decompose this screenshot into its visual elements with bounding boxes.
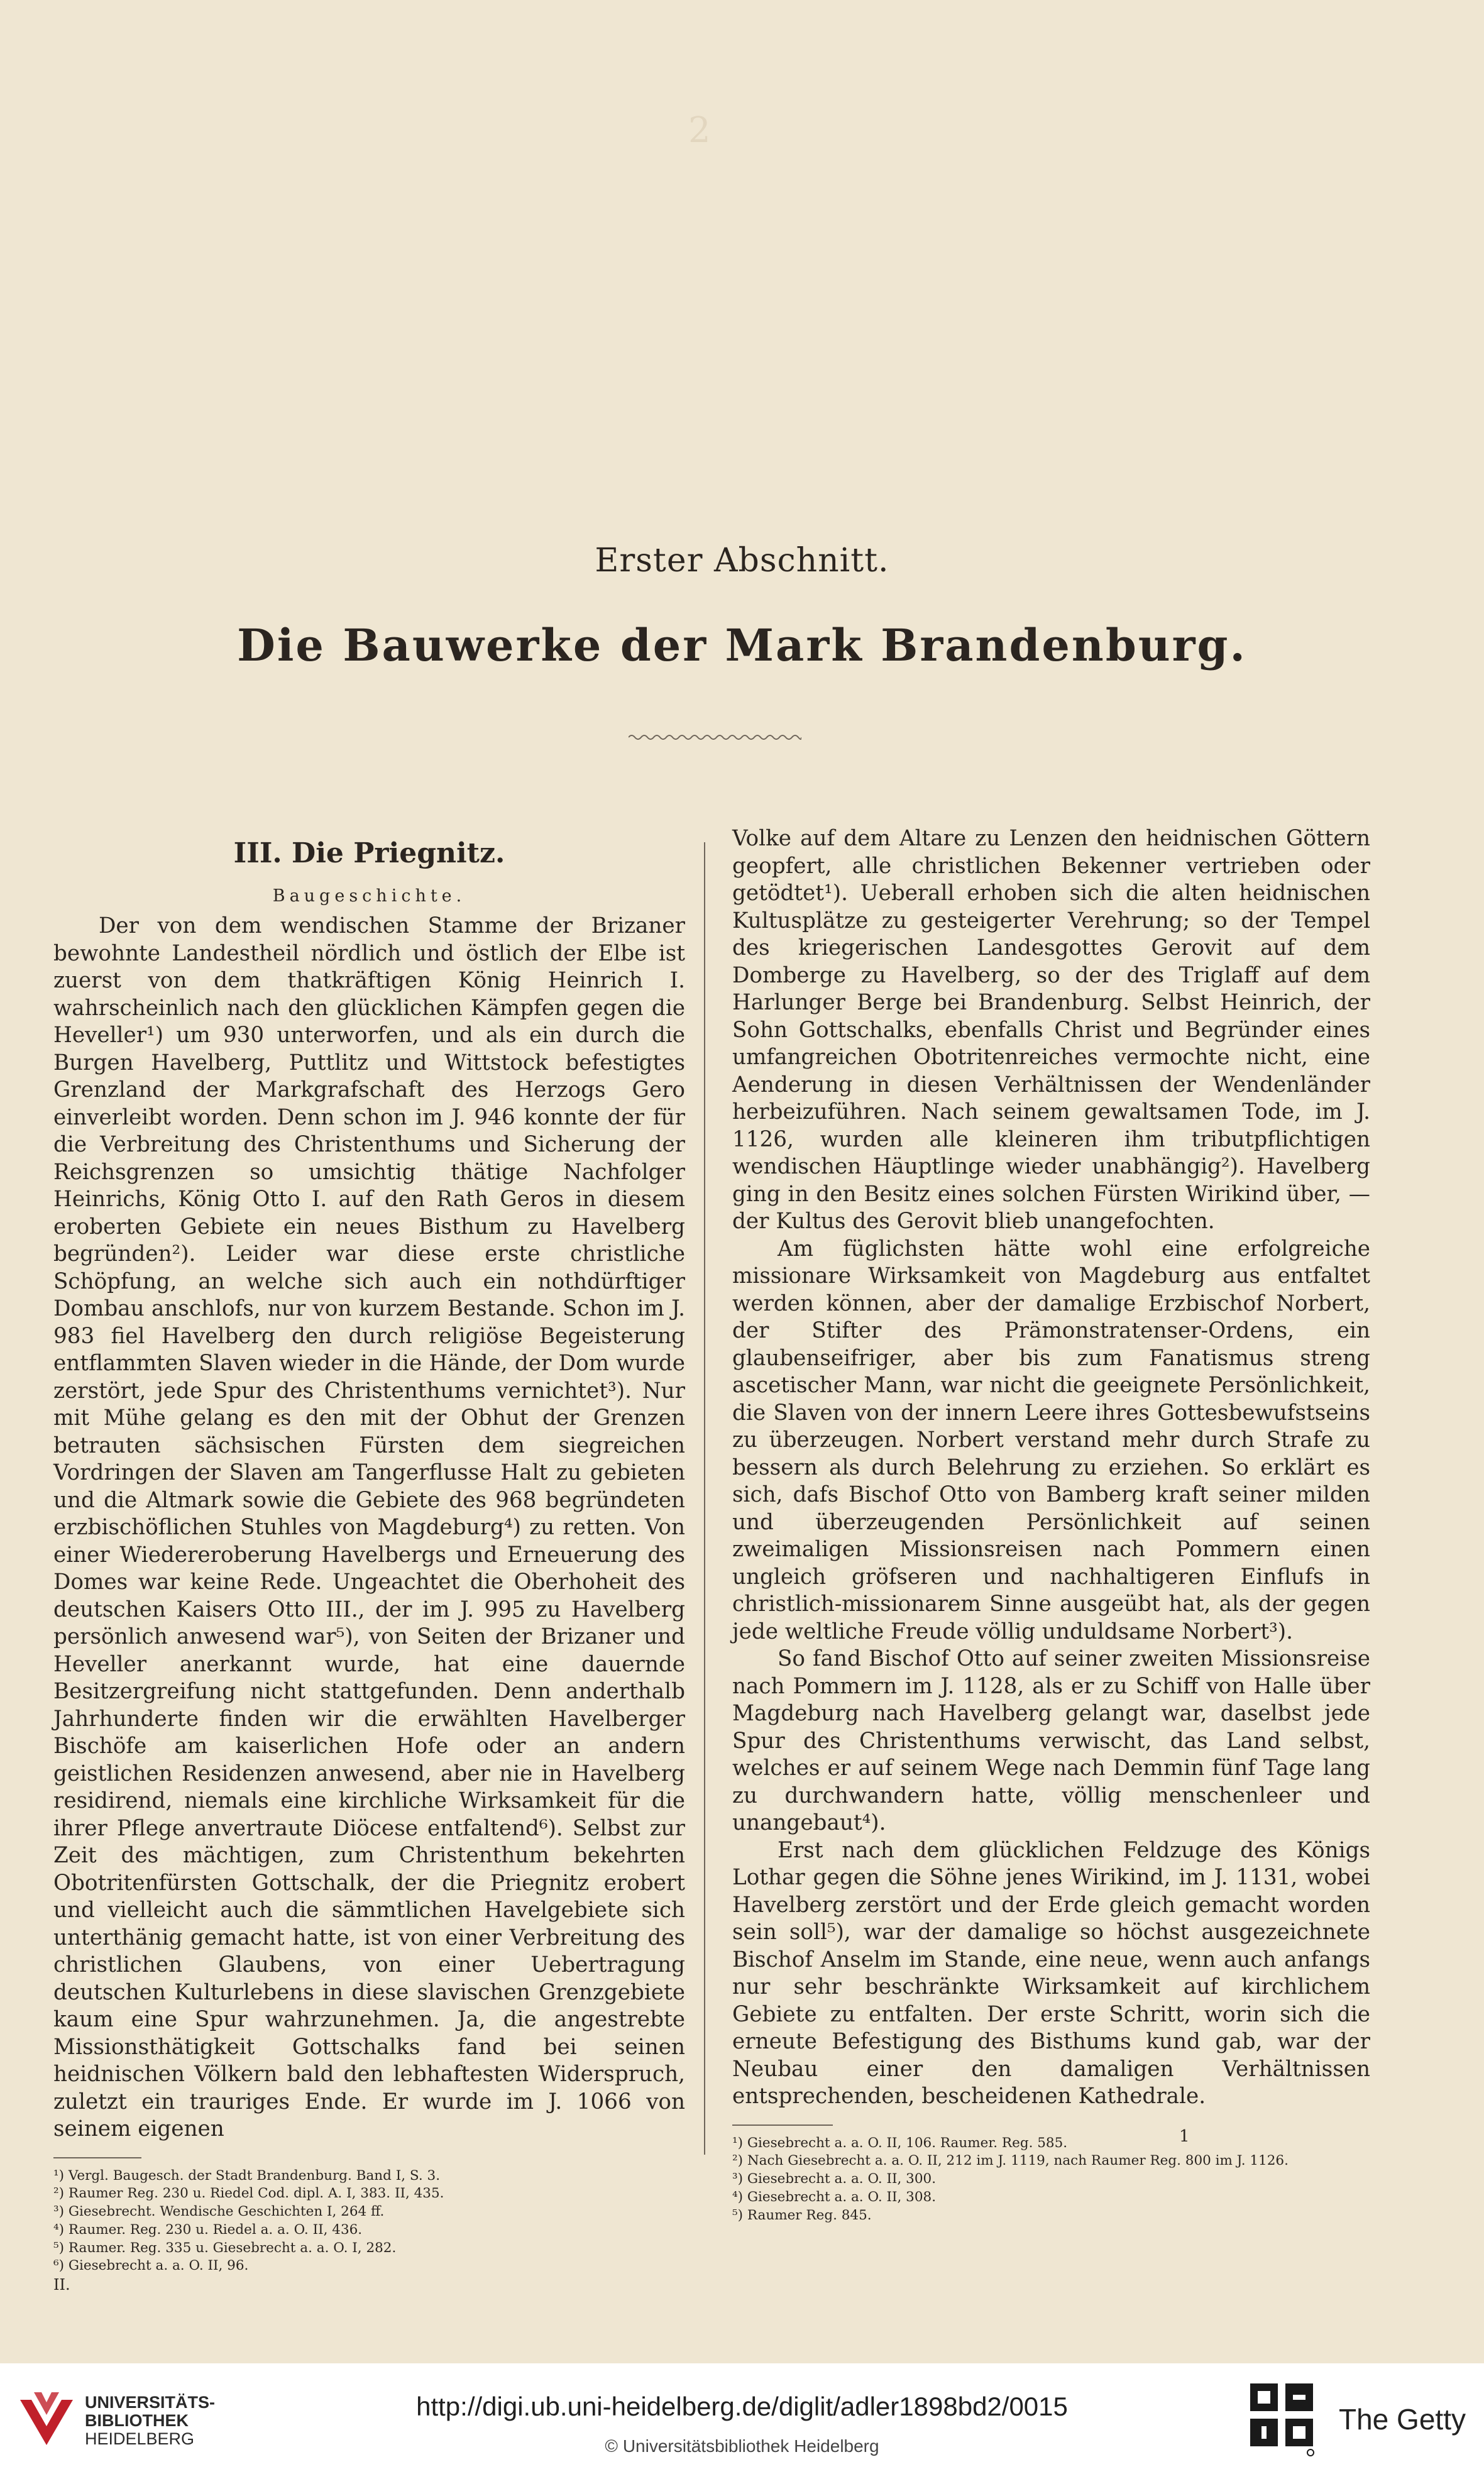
signature-mark: II. (53, 2276, 70, 2294)
right-paragraph: So fand Bischof Otto auf seiner zweiten Missionsreise nach Pommern im J. 1128, als er zu Schiff von Halle über Magdeburg nach Havelberg gelangt war, daselbst jede Spur des Christenthums verwischt, das Land selbst, welches er auf seinem Wege nach Demmin fünf Tage lang zu durchwandern hatte, völlig menschenleer und unangebaut⁴). (732, 1646, 1370, 1835)
library-line: HEIDELBERG (85, 2429, 195, 2448)
page-number: 1 (1179, 2127, 1190, 2146)
footnote: ⁴) Giesebrecht a. a. O. II, 308. (732, 2189, 937, 2205)
library-line: UNIVERSITÄTS- (85, 2393, 216, 2412)
chapter-title: III. Die Priegnitz. (233, 837, 505, 869)
footnote: ⁶) Giesebrecht a. a. O. II, 96. (53, 2258, 249, 2274)
faint-page-mark: 2 (688, 110, 711, 151)
footnote: ¹) Vergl. Baugesch. der Stadt Brandenburg. Band I, S. 3. (53, 2167, 441, 2184)
right-paragraph: Am füglichsten hätte wohl eine erfolgreiche missionare Wirksamkeit von Magdeburg aus entfaltet werden können, aber der damalige Erzbischof Norbert, der Stifter des Prämonstratenser-Ordens, ein glaubenseifriger, aber bis zum Fanatismus streng ascetischer Mann, war nicht die geeignete Persönlichkeit, die Slaven von der innern Leere ihres Gottesbewufstseins zu überzeugen. Norbert verstand mehr durch Strafe zu bessern als durch Belehrung zu erziehen. So erklärt es sich, dafs Bischof Otto von Bamberg kraft seiner milden und überzeugenden Persönlichkeit auf seinen zweimaligen Missionsreisen nach Pommern einen ungleich gröfseren und nachhaltigeren Einflufs in christlich-missionarem Sinne ausgeübt hat, als der gegen jede weltliche Freude völlig unduldsame Norbert³). (732, 1236, 1370, 1644)
wavy-ornament (629, 731, 801, 744)
footnote: ¹) Giesebrecht a. a. O. II, 106. Raumer. Reg. 585. (732, 2135, 1068, 2151)
document-url-link[interactable]: http://digi.ub.uni-heidelberg.de/diglit/adler1898bd2/0015 (416, 2392, 1068, 2421)
footnote: ⁵) Raumer Reg. 845. (732, 2207, 872, 2223)
left-paragraph: Der von dem wendischen Stamme der Brizaner bewohnte Landestheil nördlich und östlich der Elbe ist zuerst von dem thatkräftigen König Heinrich I. wahrscheinlich nach den glücklichen Kämpfen gegen die Heveller¹) um 930 unterworfen, und als ein durch die Burgen Havelberg, Puttlitz und Wittstock befestigtes Grenzland der Markgrafschaft des Herzogs Gero einverleibt worden. Denn schon im J. 946 konnte der für die Verbreitung des Christenthums und Sicherung der Reichsgrenzen so umsichtig thätige Nachfolger Heinrichs, König Otto I. auf den Rath Geros in diesem eroberten Gebiete ein neues Bisthum zu Havelberg begründen²). Leider war diese erste christliche Schöpfung, an welche sich auch ein nothdürftiger Dombau anschlofs, nur von kurzem Bestande. Schon im J. 983 fiel Havelberg den durch religiöse Begeisterung entflammten Slaven wieder in die Hände, der Dom wurde zerstört, jede Spur des Christenthums vernichtet³). Nur mit Mühe gelang es den mit der Obhut der Grenzen betrauten sächsischen Fürsten dem siegreichen Vordringen der Slaven am Tangerflusse Halt zu gebieten und die Altmark sowie die Gebiete des 968 begründeten erzbischöflichen Stuhles von Magdeburg⁴) zu retten. Von einer Wiedereroberung Havelbergs und Erneuerung des Domes war keine Rede. Ungeachtet die Oberhoheit des deutschen Kaisers Otto III., der im J. 995 zu Havelberg persönlich anwesend war⁵), von Seiten der Brizaner und Heveller anerkannt wurde, hat eine dauernde Besitzergreifung nicht stattgefunden. Denn anderthalb Jahrhunderte finden wir die erwählten Havelberger Bischöfe am kaiserlichen Hofe oder an andern geistlichen Residenzen anwesend, aber nie in Havelberg residirend, niemals eine kirchliche Wirksamkeit für die ihrer Pflege anvertraute Diöcese entfaltend⁶). Selbst zur Zeit des mächtigen, zum Christenthum bekehrten Obotritenfürsten Gottschalk, der die Priegnitz erobert und vielleicht auch die sämmtlichen Havelgebiete sich unterthänig gemacht hatte, ist von einer Verbreitung des christlichen Glaubens, von einer Uebertragung deutschen Kulturlebens in diese slavischen Grenzgebiete kaum eine Spur wahrzunehmen. Ja, die angestrebte Missionsthätigkeit Gottschalks fand bei seinen heidnischen Völkern bald den lebhaftesten Widerspruch, zuletzt ein trauriges Ende. Er wurde im J. 1066 von seinem eigenen (53, 913, 685, 2141)
right-paragraph: Erst nach dem glücklichen Feldzuge des Königs Lothar gegen die Söhne jenes Wirikind, im J. 1131, wobei Havelberg zerstört und der Erde gleich gemacht worden sein soll⁵), war der damalige so höchst ausgezeichnete Bischof Anselm im Stande, eine neue, wenn auch anfangs nur sehr beschränkte Wirksamkeit auf kirchlichem Gebiete zu entfalten. Der erste Schritt, worin sich die erneute Befestigung des Bisthums kund gab, war der Neubau einer den damaligen Verhältnissen entsprechenden, bescheidenen Kathedrale. (732, 1837, 1370, 2109)
getty-label: The Getty (1339, 2403, 1466, 2436)
library-line: BIBLIOTHEK (85, 2411, 189, 2430)
main-title: Die Bauwerke der Mark Brandenburg. (237, 619, 1247, 671)
footnote: ³) Giesebrecht a. a. O. II, 300. (732, 2171, 937, 2187)
left-column (53, 836, 685, 2294)
footnote: ²) Nach Giesebrecht a. a. O. II, 212 im J. 1119, nach Raumer Reg. 800 im J. 1126. (732, 2153, 1289, 2169)
right-column (732, 825, 1370, 2224)
footnote: ⁵) Raumer. Reg. 335 u. Giesebrecht a. a. O. I, 282. (53, 2240, 397, 2256)
section-heading: Erster Abschnitt. (595, 542, 889, 580)
chapter-subtitle: Baugeschichte. (272, 886, 466, 906)
viewer-footer (0, 2363, 1484, 2479)
right-paragraph: Volke auf dem Altare zu Lenzen den heidnischen Göttern geopfert, alle christlichen Bekenner vertrieben oder getödtet¹). Ueberall erhoben sich die alten heidnischen Kultusplätze zu gesteigerter Verehrung; so der Tempel des kriegerischen Landesgottes Gerovit auf dem Domberge zu Havelberg, so der des Triglaff auf dem Harlunger Berge bei Brandenburg. Selbst Heinrich, der Sohn Gottschalks, ebenfalls Christ und Begründer eines umfangreichen Obotritenreiches vermochte nicht, eine Aenderung in diesen Verhältnissen der Wendenländer herbeizuführen. Nach seinem gewaltsamen Tode, im J. 1126, wurden alle kleineren ihm tributpflichtigen wendischen Häuptlinge wieder unabhängig²). Havelberg ging in den Besitz eines solchen Fürsten Wirikind über, — der Kultus des Gerovit blieb unangefochten. (732, 826, 1370, 1234)
getty-logo-icon (1249, 2382, 1314, 2458)
footnote: ²) Raumer Reg. 230 u. Riedel Cod. dipl. A. I, 383. II, 435. (53, 2185, 444, 2202)
footnote-divider (53, 2157, 141, 2158)
footnote-divider (732, 2124, 833, 2126)
column-divider (704, 842, 705, 2155)
copyright-notice: © Universitätsbibliothek Heidelberg (605, 2436, 879, 2456)
footnote: ³) Giesebrecht. Wendische Geschichten I, 264 ff. (53, 2204, 385, 2220)
footnote: ⁴) Raumer. Reg. 230 u. Riedel a. a. O. II, 436. (53, 2221, 363, 2238)
